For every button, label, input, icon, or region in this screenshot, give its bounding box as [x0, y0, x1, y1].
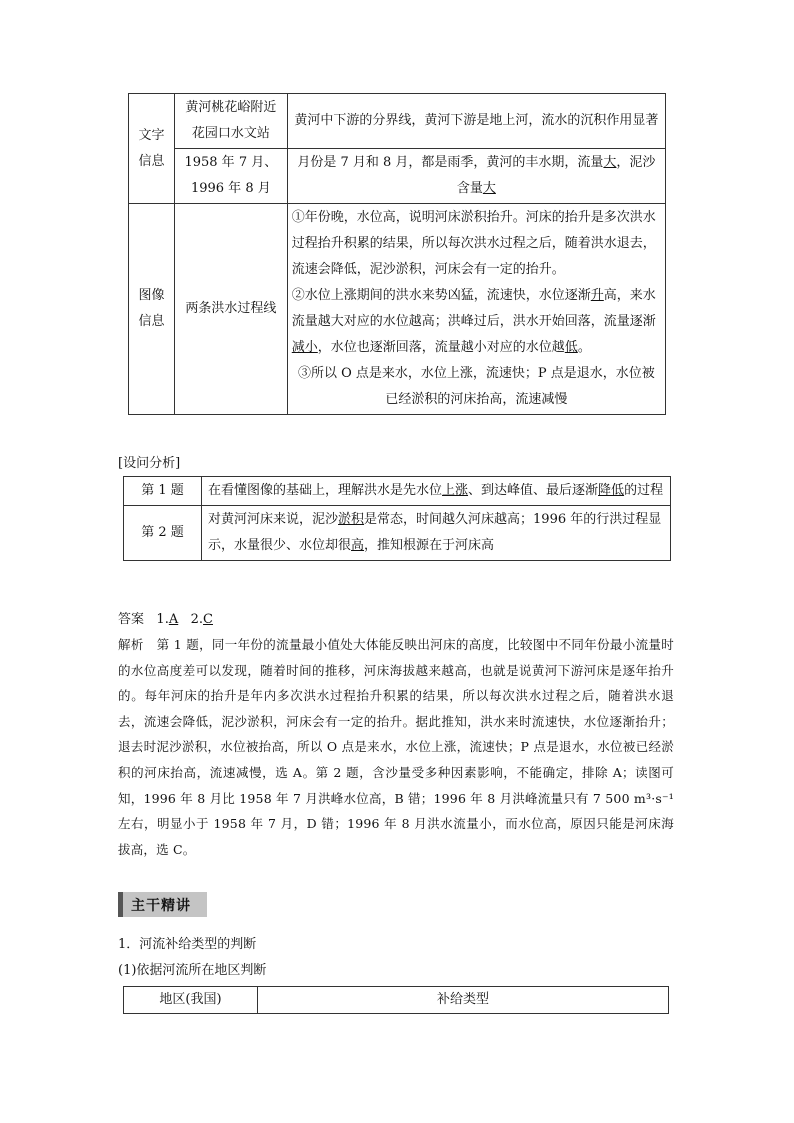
underlined-text: 大: [603, 155, 617, 170]
underlined-text: 降低: [598, 483, 625, 498]
supply-type-table: [123, 986, 669, 1014]
table-cell: [287, 204, 665, 415]
table-row: [129, 94, 666, 149]
table-row: [129, 149, 666, 204]
question-analysis-heading: [设问分析]: [118, 456, 181, 471]
explanation-text: 第 1 题，同一年份的流量最小值处大体能反映出河床的高度，比较图中不同年份最小流量时的水位高度差可以发现，随着时间的推移，河床海拔越来越高，也就是说黄河下游河床是逐年抬升的。每年河床的抬升是年内多次洪水过程抬升积累的结果，所以每次洪水过程之后，随着洪水退去，流速会降低，泥沙淤积，河床会有一定的抬升。据此推知，洪水来时流速快，水位逐渐抬升；退去时泥沙淤积，水位被抬高，所以 O 点是来水，水位上涨，流速快；P 点是退水，水位被已经淤积的河床抬高，流速减慢，选 A。第 2 题，含沙量受多种因素影响，不能确定，排除 A；读图可知，1996 年 8 月比 1958 年 7 月洪峰水位高，B 错；1996 年 8 月洪峰流量只有 7 500 m³·s⁻¹ 左右，明显小于 1958 年 7 月，D 错；1996 年 8 月洪水流量小，而水位高，原因只能是河床海拔高，选 C。: [118, 637, 674, 857]
explanation: [118, 632, 674, 862]
info-table: [128, 93, 666, 415]
table-cell: [202, 506, 671, 561]
table-row: [129, 204, 666, 415]
underlined-text: 大: [482, 181, 496, 196]
text-span: 是常态，时间越久河床越高；1996 年的行洪过程显示，水量很少、水位却很: [208, 512, 662, 553]
answer-2: C: [203, 612, 213, 627]
sub-heading: (1)依据河流所在地区判断: [118, 963, 267, 978]
text-span: 、到达峰值、最后逐渐: [468, 483, 599, 498]
underlined-text: 上涨: [442, 483, 469, 498]
text-span: 月份是 7 月和 8 月，都是雨季，黄河的丰水期，流量: [297, 155, 604, 170]
question-analysis-table: [123, 476, 671, 561]
text-span: 的过程: [624, 483, 664, 498]
text-span: 高，来水流量越大对应的水位越高；洪峰过后，洪水开始回落，流量逐渐: [291, 288, 656, 329]
underlined-text: 减小: [291, 340, 318, 355]
question-label: 第 2 题: [124, 506, 202, 561]
section-banner: [118, 892, 207, 917]
underlined-text: 高: [351, 538, 365, 553]
text-span: ②水位上涨期间的洪水来势凶猛，流速快，水位逐渐: [291, 288, 591, 303]
section-heading: 1．河流补给类型的判断: [118, 937, 257, 952]
text-span: 在看懂图像的基础上，理解洪水是先水位: [208, 483, 443, 498]
underlined-text: 低: [564, 340, 578, 355]
section-banner-title: 主干精讲: [131, 897, 191, 914]
paragraph: ①年份晚，水位高，说明河床淤积抬升。河床的抬升是多次洪水过程抬升积累的结果，所以每次洪水过程之后，随着洪水退去，流速会降低，泥沙淤积，河床会有一定的抬升。: [291, 210, 656, 277]
answer-line: [118, 608, 213, 627]
table-row: [124, 506, 671, 561]
table-header-row: [124, 987, 669, 1014]
answer-label: 答案: [118, 612, 145, 627]
table-row: [124, 477, 671, 506]
answer-number: 2.: [190, 612, 204, 627]
explanation-label: 解析: [118, 637, 144, 652]
table-cell: 黄河桃花峪附近花园口水文站: [174, 94, 287, 149]
table-cell: 黄河中下游的分界线，黄河下游是地上河，流水的沉积作用显著: [287, 94, 665, 149]
table-cell: 1958 年 7 月、1996 年 8 月: [174, 149, 287, 204]
paragraph: [292, 283, 661, 361]
text-span: ，推知根源在于河床高: [364, 538, 495, 553]
table-cell: [202, 477, 671, 506]
text-span: ，水位也逐渐回落，流量越小对应的水位越: [317, 340, 565, 355]
text-span: 对黄河河床来说，泥沙: [208, 512, 339, 527]
paragraph: ③所以 O 点是来水，水位上涨，流速快；P 点是退水，水位被已经淤积的河床抬高，流速减慢: [297, 366, 655, 407]
column-header-supply-type: 补给类型: [258, 987, 669, 1014]
image-info-label: 图像信息: [129, 204, 175, 415]
text-span: 。: [577, 340, 591, 355]
column-header-region: 地区(我国): [124, 987, 258, 1014]
answer-1: A: [168, 612, 179, 627]
text-span: ，泥沙含量: [456, 155, 656, 196]
answer-number: 1.: [156, 612, 169, 627]
text-info-label: 文字信息: [129, 94, 175, 204]
table-cell: [287, 149, 665, 204]
underlined-text: 淤积: [338, 512, 365, 527]
underlined-text: 升: [590, 288, 604, 303]
question-label: 第 1 题: [124, 477, 202, 506]
table-cell: 两条洪水过程线: [174, 204, 287, 415]
